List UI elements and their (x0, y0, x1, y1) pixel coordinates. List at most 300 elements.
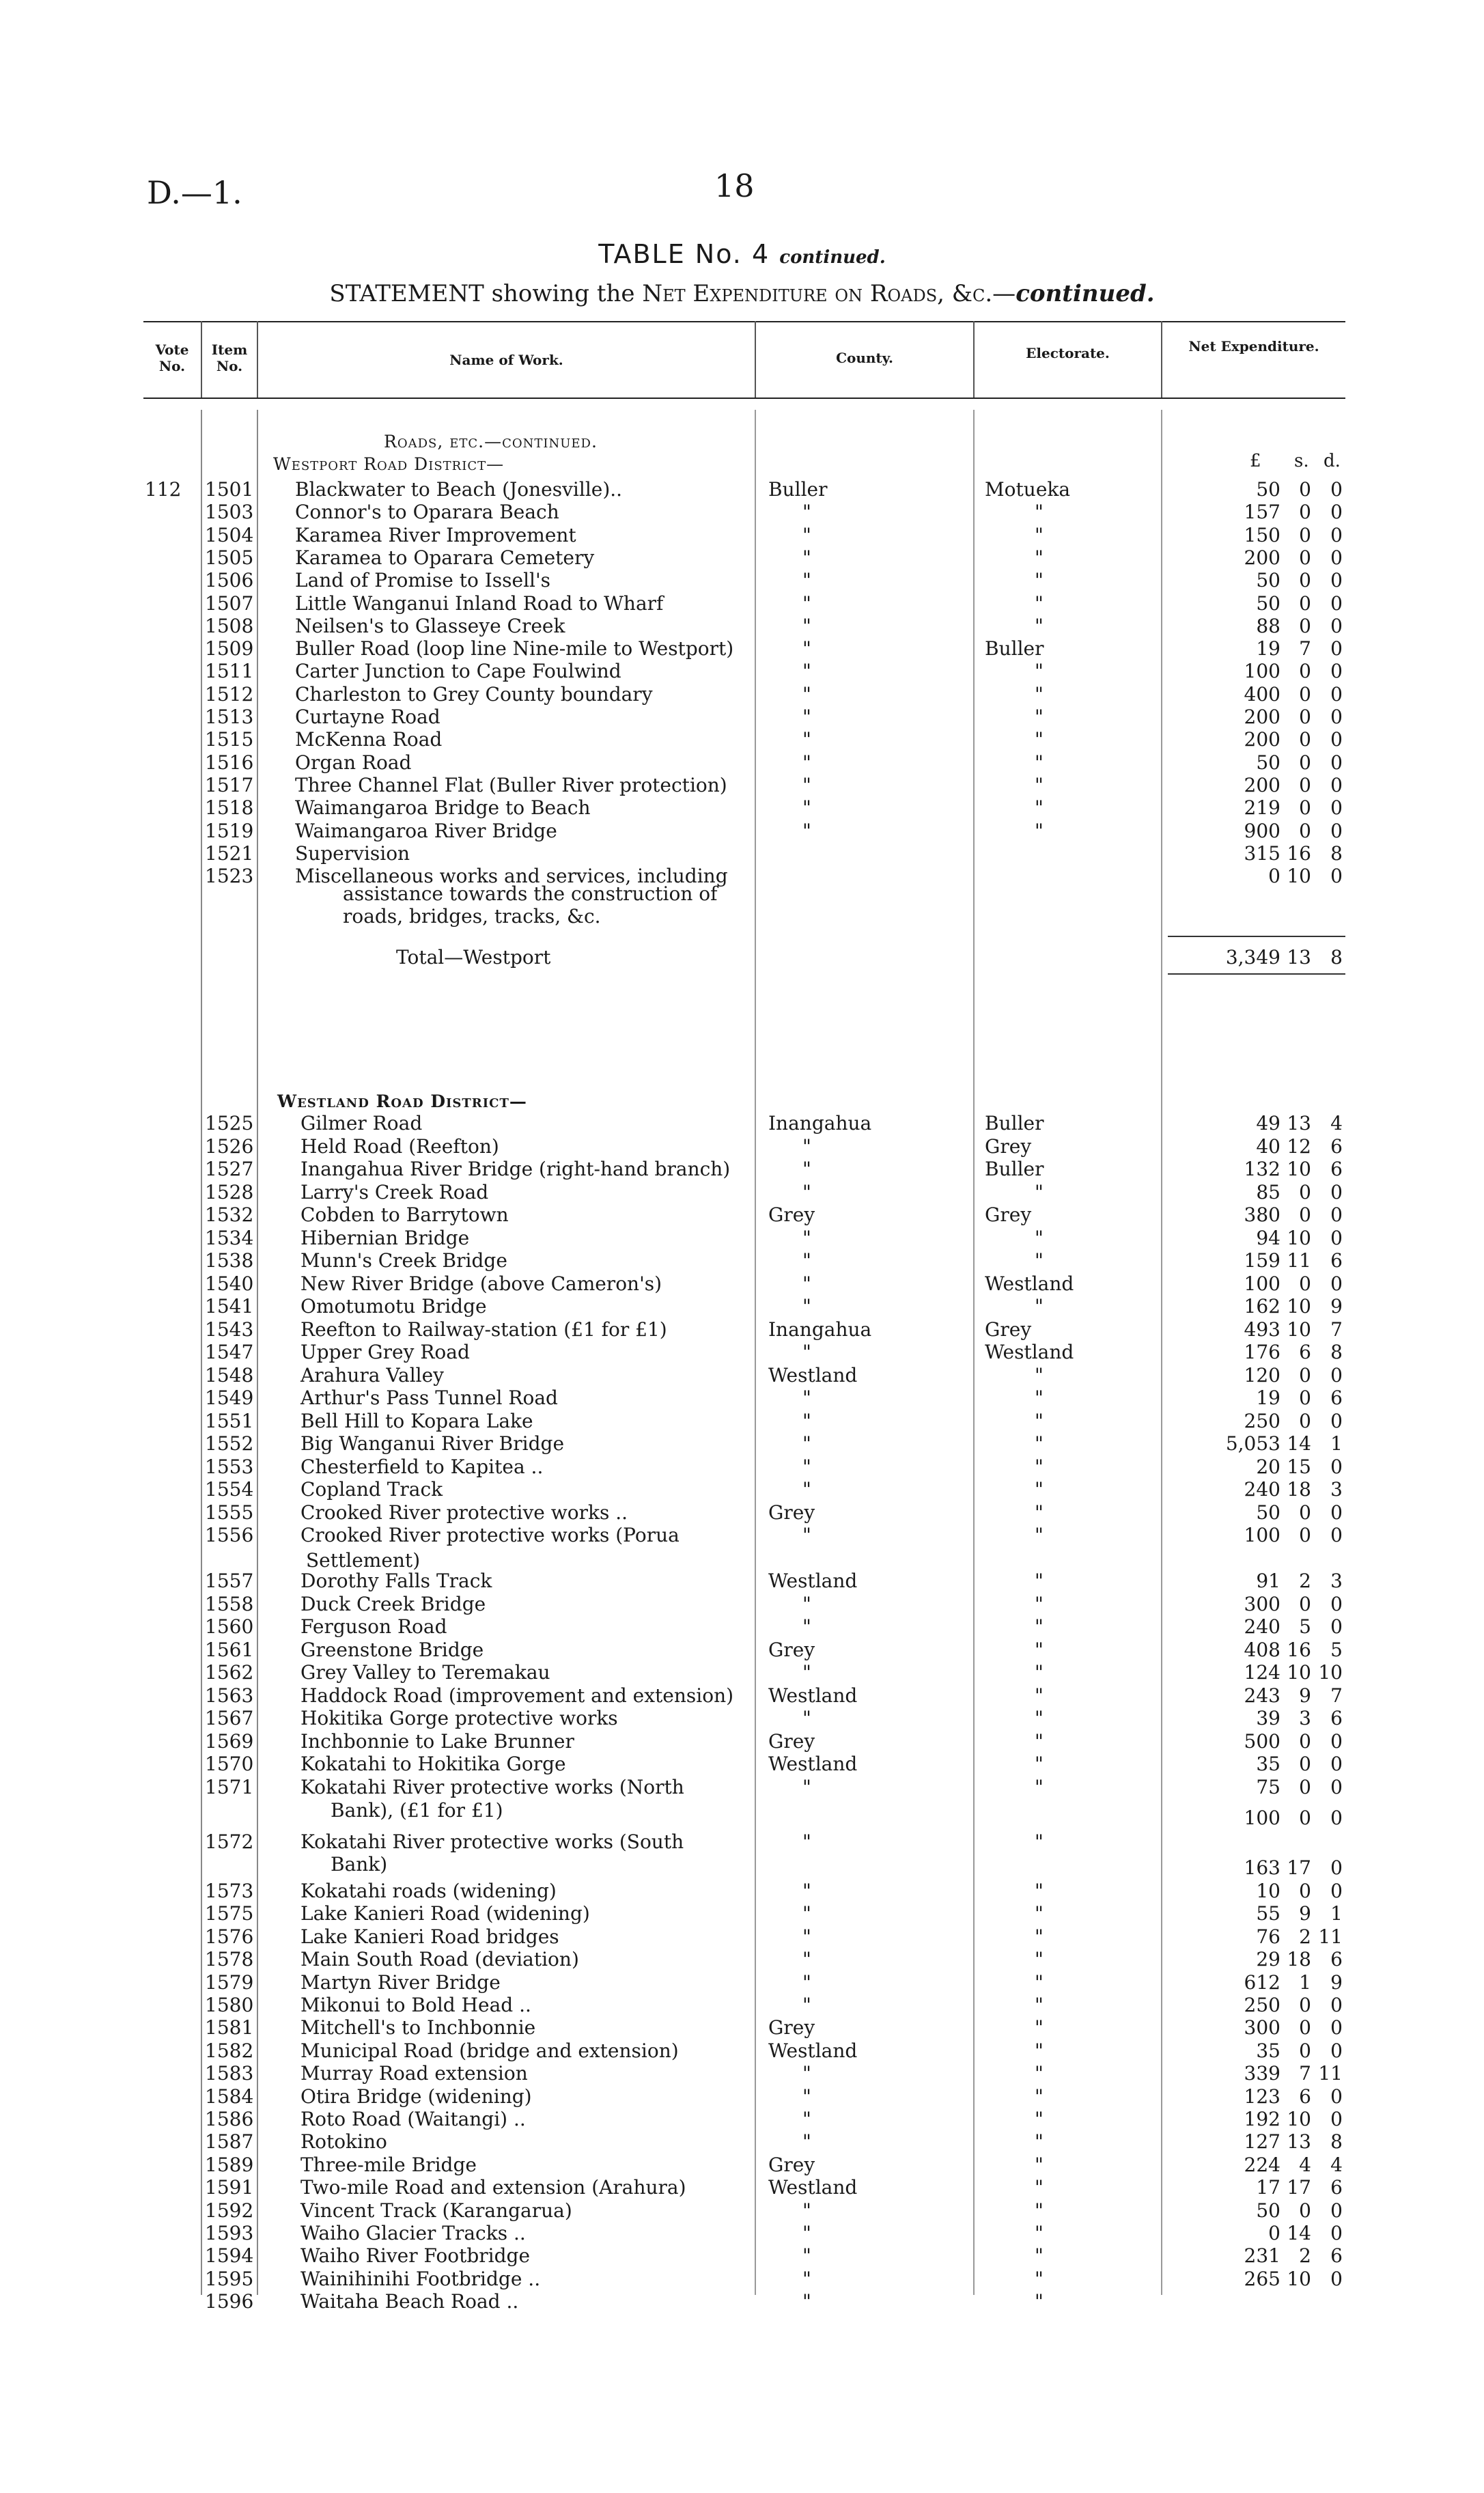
cell-item: 1511 (205, 660, 254, 683)
cell-pounds: 91 (1256, 1570, 1280, 1592)
cell-pounds: 17 (1256, 2176, 1280, 2199)
cell-item: 1548 (205, 1363, 254, 1387)
cell-shillings: 0 (1299, 478, 1311, 501)
cell-shillings: 0 (1299, 1753, 1311, 1775)
cell-item: 1512 (205, 682, 254, 706)
table-row (0, 1776, 1484, 1798)
cell-pence: 0 (1330, 682, 1343, 706)
cell-county: Grey (768, 1638, 815, 1661)
cell-shillings: 0 (1299, 1409, 1311, 1432)
cell-pence: 0 (1330, 2016, 1343, 2039)
cell-item: 1527 (205, 1158, 254, 1180)
cell-name: Waimangaroa River Bridge (295, 819, 557, 842)
table-row (0, 1880, 1484, 1902)
cell-pounds: 200 (1244, 706, 1280, 728)
cell-electorate: " (1035, 614, 1044, 637)
cell-pence: 0 (1330, 865, 1343, 888)
cell-name: Lake Kanieri Road (widening) (300, 1902, 590, 1925)
cell-shillings: 12 (1287, 1134, 1311, 1158)
cell-county: Grey (768, 2153, 815, 2176)
cell-shillings: 0 (1299, 1775, 1311, 1798)
cell-pence: 0 (1330, 1994, 1343, 2016)
cell-name: Ferguson Road (300, 1615, 447, 1638)
cell-electorate: " (1035, 1226, 1044, 1249)
page-number: 18 (714, 167, 755, 204)
cell-name: Held Road (Reefton) (300, 1134, 499, 1158)
cell-electorate: " (1035, 2108, 1044, 2130)
cell-pence: 6 (1330, 1158, 1343, 1180)
cell-county: " (802, 682, 811, 706)
cell-pounds: 40 (1256, 1134, 1280, 1158)
col-header-item: Item No. (211, 342, 248, 374)
cell-name: Kokatahi River protective works (North (300, 1775, 684, 1798)
cell-pounds: 224 (1244, 2153, 1280, 2176)
cell-shillings: 10 (1287, 1226, 1311, 1249)
table-row (0, 1203, 1484, 1226)
cell-pounds: 219 (1244, 796, 1280, 820)
cell-pence: 0 (1330, 614, 1343, 637)
table-row (0, 592, 1484, 615)
cell-shillings: 0 (1299, 1363, 1311, 1387)
cell-item: 1509 (205, 637, 254, 660)
cell-shillings: 10 (1287, 2108, 1311, 2130)
cell-shillings: 2 (1299, 2244, 1311, 2268)
cell-item: 1538 (205, 1249, 254, 1272)
cell-shillings: 10 (1287, 2267, 1311, 2290)
cell-item: 1534 (205, 1226, 254, 1249)
cell-shillings: 0 (1299, 706, 1311, 728)
table-row (0, 1730, 1484, 1753)
cell-county: " (802, 2108, 811, 2130)
cell-item: 1515 (205, 728, 254, 751)
table-row (0, 524, 1484, 546)
cell-name: Curtayne Road (295, 706, 440, 728)
cell-county: " (802, 546, 811, 569)
cell-item: 1549 (205, 1387, 254, 1409)
cell-pence: 0 (1330, 1226, 1343, 1249)
cell-electorate: " (1035, 501, 1044, 524)
cell-item: 1554 (205, 1478, 254, 1501)
cell-item: 1563 (205, 1684, 254, 1707)
table-row (0, 637, 1484, 660)
cell-electorate: " (1035, 682, 1044, 706)
cell-pence: 7 (1330, 1318, 1343, 1341)
cell-name: Organ Road (295, 751, 412, 774)
row-1572 (0, 1830, 1484, 1853)
cell-electorate: " (1035, 2199, 1044, 2222)
cell-pence: 0 (1330, 1272, 1343, 1295)
table-row (0, 774, 1484, 796)
cell-name: Buller Road (loop line Nine-mile to Westport) (295, 637, 734, 660)
col-header-net: Net Expenditure. (1188, 338, 1319, 354)
table-row (0, 2108, 1484, 2130)
cell-county: " (802, 1249, 811, 1272)
cell-county: " (802, 1994, 811, 2016)
cell-pounds: 240 (1244, 1615, 1280, 1638)
cell-electorate: " (1035, 706, 1044, 728)
cell-pounds: 162 (1244, 1295, 1280, 1318)
cell-pounds: 19 (1256, 637, 1280, 660)
cell-shillings: 14 (1287, 2222, 1311, 2244)
table-row (0, 1707, 1484, 1729)
cell-item: 1587 (205, 2130, 254, 2154)
cell-item: 1517 (205, 773, 254, 796)
cell-item: 1532 (205, 1203, 254, 1226)
cell-item: 1555 (205, 1501, 254, 1524)
cell-county: " (802, 1775, 811, 1798)
cell-electorate: " (1035, 1570, 1044, 1592)
cell-electorate: " (1035, 1295, 1044, 1318)
cell-county: " (802, 2085, 811, 2108)
cell-pounds: 200 (1244, 546, 1280, 569)
cell-pence: 5 (1330, 1638, 1343, 1661)
cell-shillings: 6 (1299, 2085, 1311, 2108)
row-1571-cont: Bank), (£1 for £1) (331, 1799, 503, 1822)
table-row (0, 820, 1484, 842)
cell-pounds: 124 (1244, 1661, 1280, 1684)
cell-county: Buller (768, 478, 828, 501)
cell-pence: 0 (1330, 1203, 1343, 1226)
cell-name: Roto Road (Waitangi) .. (300, 2108, 526, 2130)
table-row (0, 546, 1484, 569)
cell-electorate: " (1035, 1524, 1044, 1546)
cell-electorate: " (1035, 1501, 1044, 1524)
cell-pence: 0 (1330, 660, 1343, 683)
cell-pounds: 493 (1244, 1318, 1280, 1341)
table-row (0, 2130, 1484, 2153)
col-header-vote: Vote No. (155, 342, 189, 374)
table-row (0, 706, 1484, 728)
statement-prefix: STATEMENT showing the (329, 280, 635, 307)
cell-pounds: 200 (1244, 773, 1280, 796)
cell-item: 1541 (205, 1295, 254, 1318)
cell-pence: 0 (1330, 796, 1343, 820)
cell-electorate: " (1035, 2244, 1044, 2268)
cell-county: " (802, 637, 811, 660)
cell-pence: 0 (1330, 1615, 1343, 1638)
cell-shillings: 6 (1299, 1341, 1311, 1363)
cell-shillings: 9 (1299, 1902, 1311, 1925)
cell-electorate: " (1035, 1455, 1044, 1478)
cell-county: " (802, 1180, 811, 1203)
table-row (0, 1432, 1484, 1455)
cell-name: Martyn River Bridge (300, 1970, 501, 1994)
cell-pence: 0 (1330, 2267, 1343, 2290)
cell-name: Munn's Creek Bridge (300, 1249, 507, 1272)
table-row (0, 751, 1484, 774)
row-1556-cont: Settlement) (306, 1549, 421, 1572)
cell-electorate: " (1035, 1249, 1044, 1272)
table-row (0, 2062, 1484, 2085)
table-title (0, 239, 1484, 269)
cell-shillings: 0 (1299, 2039, 1311, 2062)
table-row (0, 615, 1484, 637)
cell-pounds: 0 (1268, 865, 1280, 888)
cell-electorate: " (1035, 2222, 1044, 2244)
table-row (0, 842, 1484, 865)
cell-pence: 6 (1330, 1134, 1343, 1158)
cell-shillings: 9 (1299, 1684, 1311, 1707)
currency-pounds: £ (1250, 451, 1261, 471)
cell-name: Three Channel Flat (Buller River protection) (295, 773, 727, 796)
total-shillings: 13 (1287, 946, 1311, 969)
cell-county: " (802, 501, 811, 524)
cell-pounds: 50 (1256, 1501, 1280, 1524)
table-row (0, 660, 1484, 682)
cell-county: " (802, 591, 811, 615)
cell-pence: 6 (1330, 1707, 1343, 1729)
cell-pence: 6 (1330, 1387, 1343, 1409)
table-row (0, 1227, 1484, 1249)
cell-shillings: 0 (1299, 591, 1311, 615)
cell-shillings: 0 (1299, 501, 1311, 524)
cell-electorate: " (1035, 773, 1044, 796)
row-1571-extra (0, 1807, 1484, 1829)
cell-county: " (802, 1295, 811, 1318)
section-westland: Westland Road District— (277, 1091, 527, 1111)
cell-electorate: " (1035, 819, 1044, 842)
cell-pence: 0 (1330, 1807, 1343, 1829)
cell-name: Chesterfield to Kapitea .. (300, 1455, 544, 1478)
cell-electorate: " (1035, 1478, 1044, 1501)
table-row (0, 1364, 1484, 1387)
cell-electorate: " (1035, 1432, 1044, 1455)
cell-pounds: 50 (1256, 591, 1280, 615)
section-westport: Westport Road District— (273, 454, 505, 474)
cell-county: " (802, 614, 811, 637)
cell-electorate: " (1035, 1684, 1044, 1707)
cell-county: " (802, 2267, 811, 2290)
cell-name: Inchbonnie to Lake Brunner (300, 1729, 574, 1753)
cell-pounds: 50 (1256, 751, 1280, 774)
cell-shillings: 16 (1287, 1638, 1311, 1661)
table-row (0, 2290, 1484, 2313)
cell-pounds: 408 (1244, 1638, 1280, 1661)
cell-pence: 0 (1330, 1363, 1343, 1387)
cell-pounds: 380 (1244, 1203, 1280, 1226)
cell-name: Waitaha Beach Road .. (300, 2290, 519, 2313)
cell-electorate: Grey (985, 1203, 1032, 1226)
cell-name: Haddock Road (improvement and extension) (300, 1684, 734, 1707)
row-1572-value (0, 1856, 1484, 1879)
cell-county: " (802, 660, 811, 683)
cell-pounds: 39 (1256, 1707, 1280, 1729)
cell-item: 1592 (205, 2199, 254, 2222)
cell-name: Arahura Valley (300, 1363, 444, 1387)
cell-pounds: 100 (1244, 1807, 1280, 1829)
cell-name: Neilsen's to Glasseye Creek (295, 614, 565, 637)
cell-pence: 0 (1330, 1409, 1343, 1432)
cell-pence: 0 (1330, 1753, 1343, 1775)
cell-item: 1569 (205, 1729, 254, 1753)
table-row (0, 2154, 1484, 2176)
cell-pence: 0 (1330, 773, 1343, 796)
table-row (0, 1135, 1484, 1158)
total-pounds: 3,349 (1225, 946, 1280, 969)
cell-electorate: " (1035, 2016, 1044, 2039)
cell-name: Greenstone Bridge (300, 1638, 484, 1661)
cell-electorate: " (1035, 1729, 1044, 1753)
cell-name: Waiho River Footbridge (300, 2244, 531, 2268)
cell-pounds: 132 (1244, 1158, 1280, 1180)
cell-shillings: 10 (1287, 1295, 1311, 1318)
cell-item: 1571 (205, 1775, 254, 1798)
cell-county: " (802, 1478, 811, 1501)
cell-county: Westland (768, 1753, 858, 1775)
table-row (0, 1524, 1484, 1546)
cell-electorate: " (1035, 1753, 1044, 1775)
cell-county: " (802, 1707, 811, 1729)
cell-item: 1507 (205, 591, 254, 615)
cell-item: 1521 (205, 841, 254, 865)
col-header-name: Name of Work. (449, 352, 563, 368)
cell-electorate: " (1035, 523, 1044, 546)
cell-pounds: 49 (1256, 1112, 1280, 1134)
cell-electorate: " (1035, 1948, 1044, 1971)
total-rule-bottom (1168, 973, 1345, 975)
col-header-electorate: Electorate. (1026, 345, 1110, 361)
table-row (0, 2244, 1484, 2267)
cell-name: Inangahua River Bridge (right-hand branch) (300, 1158, 731, 1180)
cell-shillings: 0 (1299, 796, 1311, 820)
misc-cont-1: assistance towards the construction of (343, 882, 718, 905)
cell-name: Grey Valley to Teremakau (300, 1661, 550, 1684)
cell-electorate: " (1035, 591, 1044, 615)
cell-pence: 0 (1330, 1455, 1343, 1478)
cell-item: 1561 (205, 1638, 254, 1661)
cell-electorate: " (1035, 1994, 1044, 2016)
cell-electorate: " (1035, 1363, 1044, 1387)
statement-heading (0, 280, 1484, 307)
cell-item: 1593 (205, 2222, 254, 2244)
cell-pence: 11 (1318, 2062, 1343, 2085)
cell-electorate: " (1035, 1970, 1044, 1994)
cell-pounds: 50 (1256, 569, 1280, 592)
table-row (0, 1753, 1484, 1775)
cell-item: 1581 (205, 2016, 254, 2039)
table-row (0, 2039, 1484, 2062)
cell-shillings: 0 (1299, 1203, 1311, 1226)
cell-name: Dorothy Falls Track (300, 1570, 492, 1592)
cell-electorate: Westland (985, 1341, 1074, 1363)
cell-pounds: 192 (1244, 2108, 1280, 2130)
cell-pence: 0 (1330, 1180, 1343, 1203)
cell-electorate: " (1035, 2085, 1044, 2108)
cell-county: " (802, 1524, 811, 1546)
cell-name: Charleston to Grey County boundary (295, 682, 653, 706)
cell-electorate: Westland (985, 1272, 1074, 1295)
cell-pounds: 35 (1256, 1753, 1280, 1775)
cell-county: " (802, 2244, 811, 2268)
cell-electorate: " (1035, 2176, 1044, 2199)
cell-pounds: 157 (1244, 501, 1280, 524)
cell-pence: 3 (1330, 1570, 1343, 1592)
table-row (0, 1684, 1484, 1707)
cell-electorate: " (1035, 2153, 1044, 2176)
cell-county: " (802, 1615, 811, 1638)
cell-shillings: 17 (1287, 1856, 1311, 1879)
cell-name: Kokatahi to Hokitika Gorge (300, 1753, 566, 1775)
cell-pence: 4 (1330, 1112, 1343, 1134)
cell-shillings: 0 (1299, 1272, 1311, 1295)
cell-shillings: 10 (1287, 1661, 1311, 1684)
cell-pence: 0 (1330, 1880, 1343, 1902)
cell-name: Wainihinihi Footbridge .. (300, 2267, 541, 2290)
cell-pence: 0 (1330, 523, 1343, 546)
cell-pence: 0 (1330, 819, 1343, 842)
cell-shillings: 3 (1299, 1707, 1311, 1729)
cell-electorate: " (1035, 1409, 1044, 1432)
cell-pounds: 250 (1244, 1409, 1280, 1432)
cell-pounds: 120 (1244, 1363, 1280, 1387)
cell-pence: 11 (1318, 1925, 1343, 1948)
cell-name: Mikonui to Bold Head .. (300, 1994, 531, 2016)
cell-name: Big Wanganui River Bridge (300, 1432, 565, 1455)
cell-pounds: 10 (1256, 1880, 1280, 1902)
cell-electorate: " (1035, 1180, 1044, 1203)
cell-pence: 0 (1330, 478, 1343, 501)
cell-shillings: 15 (1287, 1455, 1311, 1478)
cell-name: Municipal Road (bridge and extension) (300, 2039, 679, 2062)
cell-name: New River Bridge (above Cameron's) (300, 1272, 662, 1295)
cell-item: 1540 (205, 1272, 254, 1295)
cell-pence: 9 (1330, 1295, 1343, 1318)
cell-pence: 9 (1330, 1970, 1343, 1994)
table-row (0, 1971, 1484, 1994)
cell-item: 1570 (205, 1753, 254, 1775)
table-row (0, 2199, 1484, 2222)
cell-electorate: " (1035, 1387, 1044, 1409)
cell-name: Blackwater to Beach (Jonesville).. (295, 478, 623, 501)
cell-pounds: 163 (1244, 1856, 1280, 1879)
cell-pounds: 76 (1256, 1925, 1280, 1948)
cell-pounds: 35 (1256, 2039, 1280, 2062)
cell-pounds: 176 (1244, 1341, 1280, 1363)
table-row (0, 2268, 1484, 2290)
cell-pence: 1 (1330, 1902, 1343, 1925)
cell-shillings: 7 (1299, 637, 1311, 660)
cell-shillings: 10 (1287, 865, 1311, 888)
table-row (0, 2085, 1484, 2108)
section-roads: Roads, etc.—continued. (384, 432, 598, 451)
cell-item: 1560 (205, 1615, 254, 1638)
statement-continued: continued. (1016, 280, 1155, 307)
cell-county: " (802, 796, 811, 820)
cell-name: Reefton to Railway-station (£1 for £1) (300, 1318, 667, 1341)
cell-name: Waiho Glacier Tracks .. (300, 2222, 526, 2244)
cell-shillings: 0 (1299, 523, 1311, 546)
cell-shillings: 0 (1299, 1387, 1311, 1409)
cell-pounds: 500 (1244, 1729, 1280, 1753)
cell-pence: 0 (1330, 2085, 1343, 2108)
cell-county: " (802, 1272, 811, 1295)
cell-electorate: " (1035, 2290, 1044, 2313)
cell-shillings: 0 (1299, 1994, 1311, 2016)
cell-item: 1553 (205, 1455, 254, 1478)
cell-electorate: " (1035, 2062, 1044, 2085)
cell-shillings: 0 (1299, 751, 1311, 774)
header-bottom-rule (143, 398, 1345, 399)
cell-name: Vincent Track (Karangarua) (300, 2199, 572, 2222)
cell-shillings: 10 (1287, 1158, 1311, 1180)
cell-county: " (802, 1226, 811, 1249)
cell-pounds: 150 (1244, 523, 1280, 546)
cell-name: Three-mile Bridge (300, 2153, 477, 2176)
cell-county: Grey (768, 2016, 815, 2039)
cell-county: Westland (768, 2039, 858, 2062)
table-row (0, 1295, 1484, 1318)
cell-pence: 3 (1330, 1478, 1343, 1501)
